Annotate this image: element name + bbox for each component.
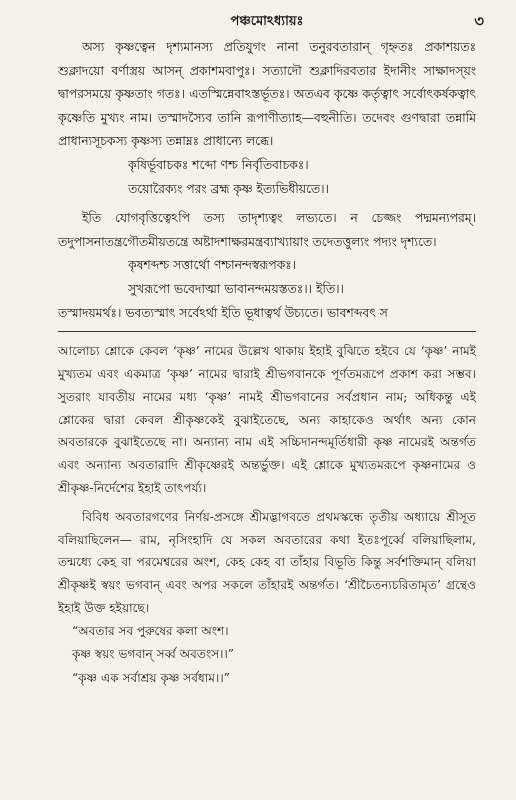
bengali-explanation-paragraph: আলোচ্য শ্লোকে কেবল ‘কৃষ্ণ’ নামের উল্লেখ থাকায় ইহাই বুঝিতে হইবে যে ‘কৃষ্ণ’ নামই মুখ্যতম এবং একমাত্র ‘কৃষ্ণ’ নামের দ্বারাই শ্রীভগবানকে পূর্ণতমরূপে প্রকাশ করা সম্ভব। সুতরাং যাবতীয় নামের মধ্য ‘কৃষ্ণ’ নামই শ্রীভগবানের সর্বপ্রধান নাম; অধিকন্তু এই শ্লোকের দ্বারা কেবল শ্রীকৃষ্ণকেই বুঝাইতেছে, অন্য কাহাকেও অর্থাৎ অন্য কোন অবতারকে বুঝাইতেছে না। অন্যান্য নাম এই সচ্চিদানন্দমূর্তিধারী কৃষ্ণ নামেরই অন্তর্গত এবং অন্যান্য অবতারাদি শ্রীকৃষ্ণেরই অন্তর্ভুক্ত। এই শ্লোকে মুখ্যতমরূপে কৃষ্ণনামের ও শ্রীকৃষ্ণ-নির্দেশের ইহাই তাৎপর্য্য।	[58, 344, 476, 495]
verse-line: কৃষশব্দশ্চ সত্তার্থো ণশ্চানন্দস্বরূপকঃ।	[128, 258, 297, 273]
running-head: পঞ্চমোঽধ্যায়ঃ	[230, 14, 304, 29]
sanskrit-commentary-paragraph: তস্মাদয়মর্থঃ। ভবত্যস্মাৎ সর্বেঽর্থা ইতি ভূধাত্বর্থ উচ্যতে। ভাবশব্দবৎ স	[58, 305, 388, 320]
verse-line: তয়োরৈক্যং পরং ব্রহ্ম কৃষ্ণ ইত্যভিধীয়তে।।	[128, 181, 329, 196]
page-header	[58, 10, 484, 36]
quoted-verse-line: “কৃষ্ণ এক সর্বাশ্রয় কৃষ্ণ সর্বধাম।।”	[72, 670, 230, 685]
quoted-verse-line: কৃষ্ণ স্বয়ং ভগবান্ সর্ব্ব অবতংস।।”	[72, 647, 234, 662]
verse-line: সুখরূপো ভবেদাত্মা ভাবানন্দময়স্ততঃ।। ইতি।।	[128, 281, 344, 296]
bengali-explanation-paragraph: বিবিধ অবতারগণের নির্ণয়-প্রসঙ্গে শ্রীমদ্ভাগবতে প্রথমস্কন্ধে তৃতীয় অধ্যায়ে শ্রীসূত বলিয়াছিলেন— রাম, নৃসিংহাদি যে সকল অবতারের কথা ইতঃপূর্ব্বে বলিয়াছিলাম, তন্মধ্যে কেহ বা পরমেশ্বরের অংশ, কেহ কেহ বা তাঁহার বিভূতি কিন্তু সর্বশক্তিমান্ বলিয়া শ্রীকৃষ্ণই স্বয়ং ভগবান্ এবং অপর সকলে তাঁহারই অন্তর্গত। ‘শ্রীচৈতন্যচরিতামৃত’ গ্রন্থেও ইহাই উক্ত হইয়াছে।	[58, 509, 476, 615]
section-divider	[58, 331, 476, 332]
page-number: ৩	[474, 12, 484, 30]
verse-line: কৃষির্ভূবাচকঃ শব্দো ণশ্চ নির্বৃতিবাচকঃ।	[128, 157, 309, 172]
sanskrit-commentary-paragraph: ইতি যোগবৃত্তিত্বেঽপি তস্য তাদৃশ্যত্বং লভ্যতে। ন চেজ্জং পদ্মমন্যপরম্। তদুপাসনাতন্ত্রগৌতমীয়তন্ত্রে অষ্টাদশাক্ষরমন্ত্রব্যাখ্যায়াং তদেতত্তুল্যং পদ্যং দৃশ্যতে।	[58, 211, 476, 249]
sanskrit-commentary-paragraph: অস্য কৃষ্ণত্বেন দৃশ্যমানস্য প্রতিযুগং নানা তনুরবতারান্ গৃহ্নতঃ প্রকাশয়তঃ শুক্লাদয়ো বর্ণাস্ত্রয় আসন্ প্রকাশমবাপুঃ। সত্যাদৌ শুক্লাদিরবতার ইদানীং সাক্ষাদস্য়ং দ্বাপরসময়ে কৃষ্ণতাং গতঃ। এতস্মিন্নেবাঽস্তর্ভূতঃ। অতএব কৃষ্ণে কর্তৃত্বাৎ সর্বোৎকর্ষকত্বাৎ কৃষ্ণেতি মুখ্যং নাম। তস্মাদস্যৈব তানি রূপাণীত্যাহ—বহুনীতি। তদেবং গুণদ্বারা তন্নামি প্রাধান্যসূচকস্য কৃষ্ণস্য তন্নাম্নঃ প্রাধান্যে লব্ধে।	[58, 40, 476, 149]
quoted-verse-line: “অবতার সব পুরুষের কলা অংশ।	[72, 623, 229, 638]
